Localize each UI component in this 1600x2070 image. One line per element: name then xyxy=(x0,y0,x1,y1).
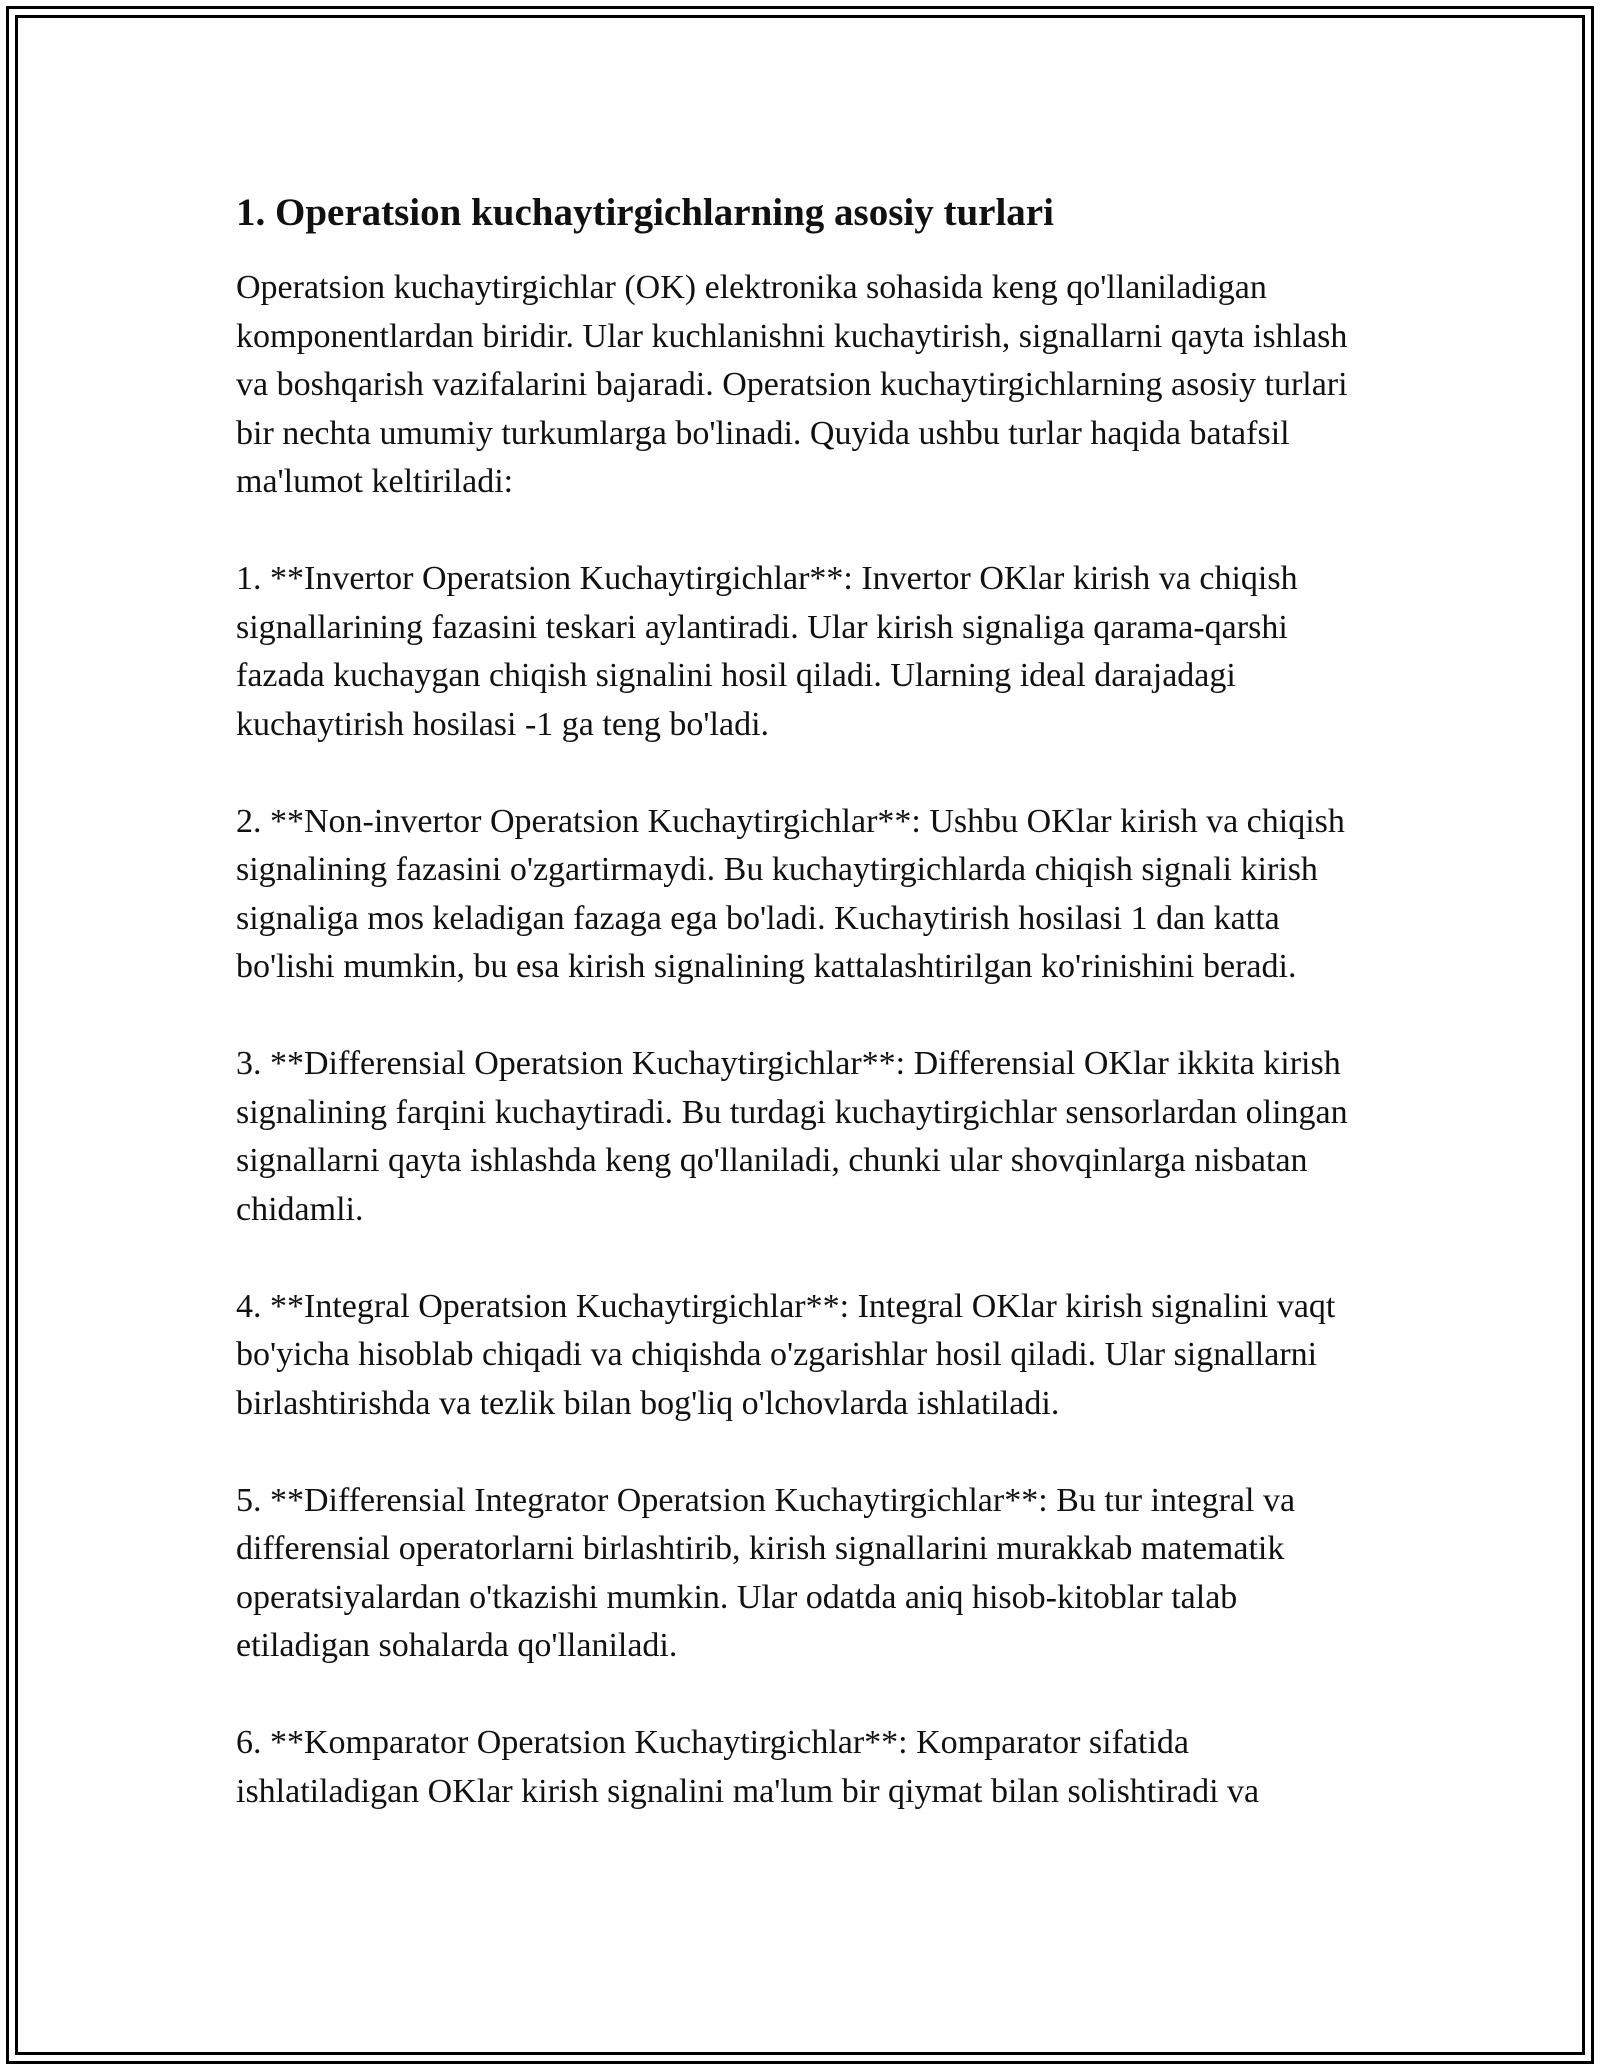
list-item-komparator: 6. **Komparator Operatsion Kuchaytirgichlar**: Komparator sifatida ishlatiladigan OKlar kirish signalini ma'lum bir qiymat bilan solishtiradi va xyxy=(236,1724,1260,1810)
list-item-non-invertor: 2. **Non-invertor Operatsion Kuchaytirgichlar**: Ushbu OKlar kirish va chiqish signalining fazasini o'zgartirmaydi. Bu kuchaytirgichlarda chiqish signali kirish signaliga mos keladigan fazaga ega bo'ladi. Kuchaytirish hosilasi 1 dan katta bo'lishi mumkin, bu esa kirish signalining kattalashtirilgan ko'rinishini beradi. xyxy=(236,802,1345,985)
document-body xyxy=(236,188,1376,1865)
list-item-differensial: 3. **Differensial Operatsion Kuchaytirgichlar**: Differensial OKlar ikkita kirish signalining farqini kuchaytiradi. Bu turdagi kuchaytirgichlar sensorlardan olingan signallarni qayta ishlashda keng qo'llaniladi, chunki ular shovqinlarga nisbatan chidamli. xyxy=(236,1045,1348,1228)
intro-paragraph: Operatsion kuchaytirgichlar (OK) elektronika sohasida keng qo'llaniladigan komponentlardan biridir. Ular kuchlanishni kuchaytirish, signallarni qayta ishlash va boshqarish vazifalarini bajaradi. Operatsion kuchaytirgichlarning asosiy turlari bir nechta umumiy turkumlarga bo'linadi. Quyida ushbu turlar haqida batafsil ma'lumot keltiriladi: xyxy=(236,269,1348,500)
list-item-differensial-integrator: 5. **Differensial Integrator Operatsion Kuchaytirgichlar**: Bu tur integral va differensial operatorlarni birlashtirib, kirish signallarini murakkab matematik operatsiyalardan o'tkazishi mumkin. Ular odatda aniq hisob-kitoblar talab etiladigan sohalarda qo'llaniladi. xyxy=(236,1481,1296,1664)
section-heading: 1. Operatsion kuchaytirgichlarning asosiy turlari xyxy=(236,191,1054,234)
list-item-invertor: 1. **Invertor Operatsion Kuchaytirgichlar**: Invertor OKlar kirish va chiqish signallarining fazasini teskari aylantiradi. Ular kirish signaliga qarama-qarshi fazada kuchaygan chiqish signalini hosil qiladi. Ularning ideal darajadagi kuchaytirish hosilasi -1 ga teng bo'ladi. xyxy=(236,560,1298,743)
list-item-integral: 4. **Integral Operatsion Kuchaytirgichlar**: Integral OKlar kirish signalini vaqt bo'yicha hisoblab chiqadi va chiqishda o'zgarishlar hosil qiladi. Ular signallarni birlashtirishda va tezlik bilan bog'liq o'lchovlarda ishlatiladi. xyxy=(236,1287,1336,1422)
